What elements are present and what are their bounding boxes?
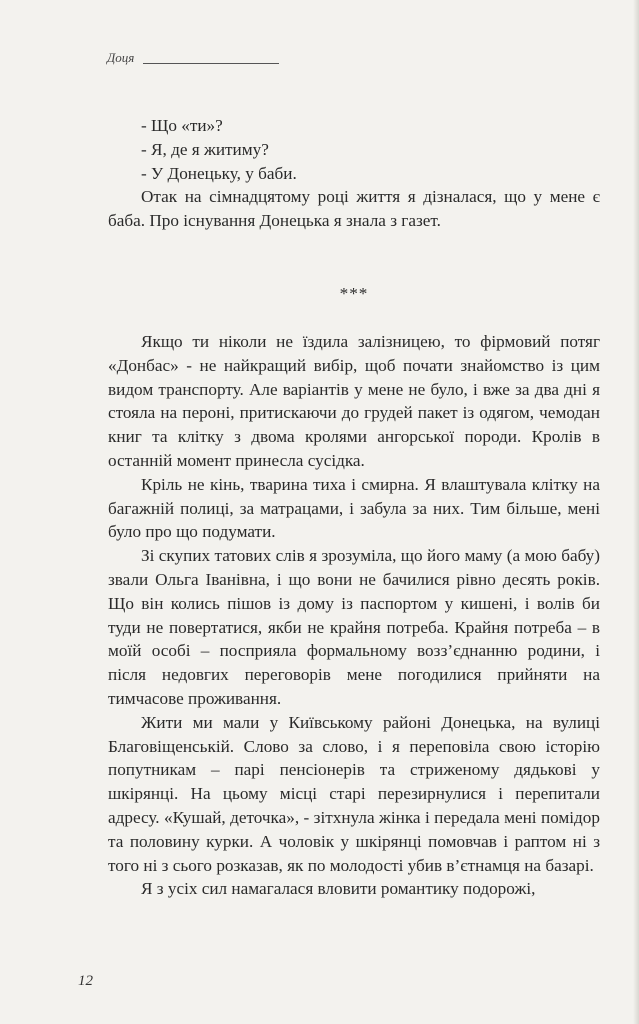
page-edge-shadow	[633, 0, 639, 1024]
paragraph: Жити ми мали у Київському районі Донецька, на вулиці Благовіщенській. Слово за слово, і я переповіла свою історію попутникам – парі пенсіонерів та стриженому дядькові у шкірянці. На цьому місці старі перезирнулися і перепитали адресу. «Кушай, деточка», - зітхнула жінка і передала мені помідор та половину курки. А чоловік у шкірянці помовчав і раптом ні з того ні з сього розказав, як по молодості убив в’єтнамця на базарі.	[108, 712, 600, 875]
running-head-rule	[143, 63, 279, 64]
paragraph: Якщо ти ніколи не їздила залізницею, то фірмовий потяг «Донбас» - не найкращий вибір, щоб почати знайомство із цим видом транспорту. Але варіантів у мене не було, і вже за два дні я стояла на пероні, притискаючи до грудей пакет із одягом, чемодан книг та клітку з двома кролями ангорської породи. Кролів в останній момент принесла сусідка.	[108, 332, 600, 470]
body-text	[108, 330, 600, 901]
dialogue-line: - Що «ти»?	[141, 116, 223, 135]
dialogue-line: - Я, де я житиму?	[141, 139, 269, 159]
page-number: 12	[78, 973, 93, 989]
section-separator: ***	[339, 284, 369, 303]
paragraph: Кріль не кінь, тварина тиха і смирна. Я влаштувала клітку на багажній полиці, за матрацами, і забула за них. Тим більше, мені було про що подумати.	[108, 474, 600, 542]
paragraph: Зі скупих татових слів я зрозуміла, що його маму (а мою бабу) звали Ольга Іванівна, і що вони не бачилися рівно десять років. Що він колись пішов із дому із паспортом у кишені, і волів би туди не повертатися, якби не крайня потреба. Крайня потреба – в моїй особі – посприяла формальному возз’єднанню родини, і після недовгих переговорів мене погодилися прийняти на тимчасове проживання.	[108, 546, 600, 708]
paragraph: Отак на сімнадцятому році життя я дізналася, що у мене є баба. Про існування Донецька я знала з газет.	[108, 187, 600, 231]
dialogue-line: - У Донецьку, у баби.	[141, 163, 297, 183]
running-head: Доця	[107, 50, 135, 65]
paragraph: Я з усіх сил намагалася вловити романтику подорожі,	[141, 879, 536, 899]
dialogue-block	[108, 114, 600, 233]
